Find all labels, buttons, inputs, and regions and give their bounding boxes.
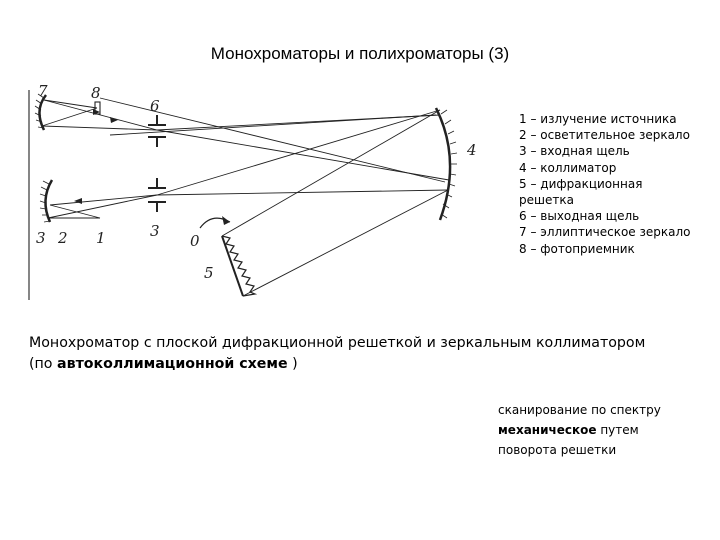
legend-num: 5 — [519, 176, 527, 191]
label-6: 6 — [150, 97, 160, 115]
label-3: 3 — [150, 222, 160, 240]
legend-item — [519, 176, 690, 192]
legend-text: – эллиптическое зеркало — [526, 225, 691, 240]
legend-text: – выходная щель — [526, 209, 640, 224]
diagram-caption — [29, 333, 645, 375]
legend-num: 2 — [519, 128, 527, 143]
scanning-note — [498, 400, 661, 460]
caption-line-2 — [29, 354, 645, 375]
legend-num: 1 — [519, 112, 527, 126]
note-line-2 — [498, 420, 661, 440]
legend-num: 8 — [519, 241, 527, 256]
label-1: 1 — [96, 229, 106, 247]
legend — [519, 111, 690, 257]
illuminating-mirror-2 — [45, 180, 52, 222]
slide-title: Монохроматоры и полихроматоры (3) — [210, 44, 510, 63]
caption-prefix: (по — [29, 356, 58, 372]
grating-5-teeth — [222, 236, 255, 296]
legend-item — [519, 241, 690, 257]
legend-text: – дифракционная — [526, 176, 643, 191]
rotation-arrowhead — [222, 216, 230, 225]
label-4: 4 — [467, 141, 477, 159]
legend-item — [519, 208, 690, 224]
note-suffix: путем — [596, 423, 639, 437]
ray-arrowheads — [74, 109, 118, 204]
collimator-mirror-4 — [436, 108, 450, 220]
legend-item — [519, 224, 690, 240]
caption-bold: автоколлимационной схеме — [57, 356, 288, 372]
note-line-1: сканирование по спектру — [498, 403, 661, 417]
legend-item — [519, 192, 690, 208]
label-8: 8 — [91, 84, 101, 102]
legend-item — [519, 111, 690, 127]
label-0: 0 — [190, 232, 200, 250]
legend-text: – осветительное зеркало — [526, 128, 690, 143]
label-5: 5 — [204, 264, 214, 282]
label-2: 2 — [58, 229, 68, 247]
label-7: 7 — [38, 82, 48, 100]
legend-num: 7 — [519, 225, 527, 240]
legend-text: – фотоприемник — [526, 241, 635, 256]
legend-item — [519, 143, 690, 159]
legend-text: – входная щель — [526, 144, 630, 159]
caption-suffix: ) — [287, 356, 298, 372]
legend-text: – излучение источника — [526, 112, 677, 126]
caption-line-1: Монохроматор с плоской дифракционной решеткой и зеркальным коллиматором — [29, 335, 646, 351]
note-line-3: поворота решетки — [498, 443, 617, 457]
light-rays — [42, 98, 449, 296]
legend-item — [519, 160, 690, 176]
legend-text: – коллиматор — [526, 160, 617, 175]
note-bold: механическое — [498, 423, 597, 437]
legend-text: решетка — [519, 193, 574, 208]
legend-item — [519, 127, 690, 143]
label-3-left: 3 — [36, 229, 46, 247]
legend-num: 4 — [519, 160, 527, 175]
legend-num: 6 — [519, 209, 527, 224]
legend-num: 3 — [519, 144, 527, 159]
